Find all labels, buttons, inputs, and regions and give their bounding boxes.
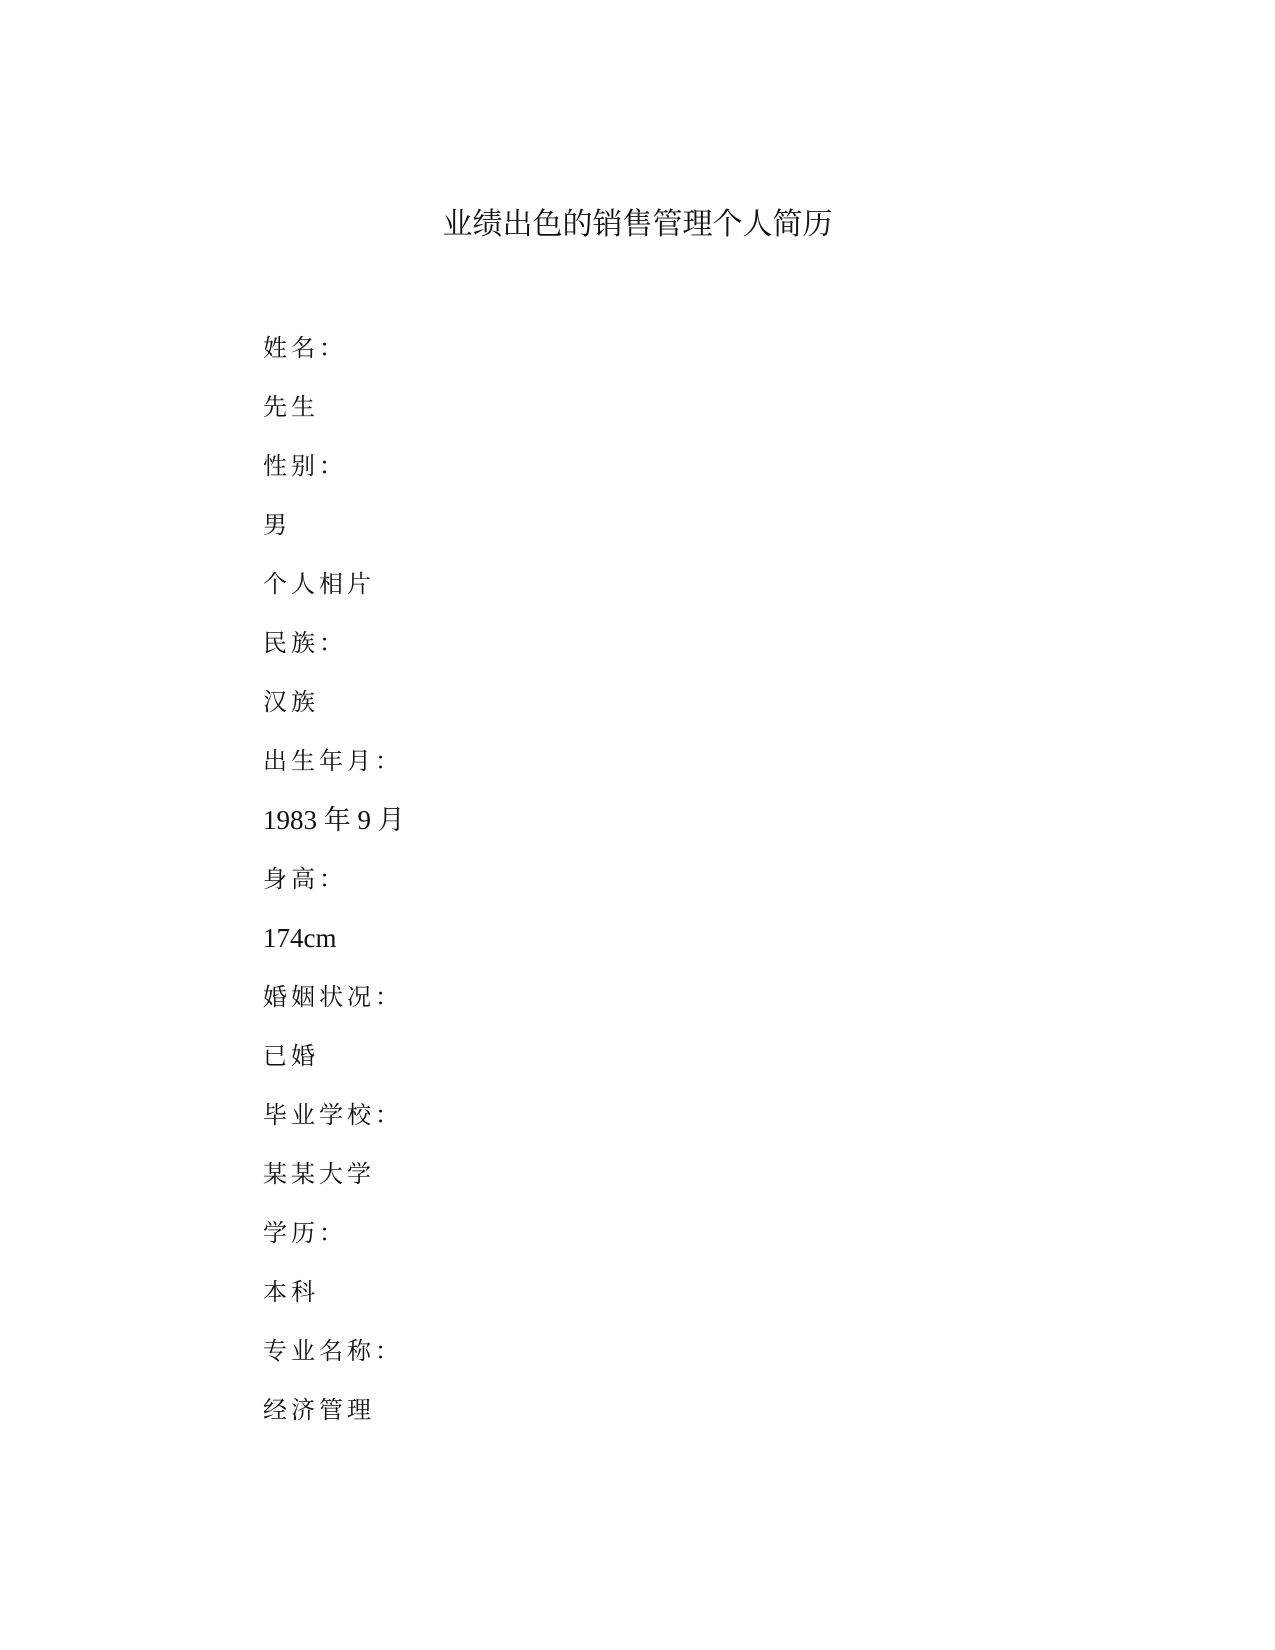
value-marital-status: 已婚 [263, 1042, 319, 1070]
label-marital-status: 婚姻状况： [263, 983, 403, 1011]
value-name: 先生 [263, 393, 319, 421]
label-education: 学历： [263, 1219, 347, 1247]
value-school: 某某大学 [263, 1160, 375, 1188]
document-title: 业绩出色的销售管理个人简历 [442, 207, 833, 242]
value-birth-date: 1983 年 9 月 [263, 805, 405, 835]
value-height: 174cm [263, 923, 337, 953]
label-gender: 性别： [263, 452, 347, 480]
value-education: 本科 [263, 1278, 319, 1306]
label-photo: 个人相片 [263, 570, 375, 598]
label-school: 毕业学校： [263, 1101, 403, 1129]
label-name: 姓名： [263, 334, 347, 362]
resume-field-list [263, 333, 405, 1454]
label-birth-date: 出生年月： [263, 747, 403, 775]
value-gender: 男 [263, 511, 291, 539]
label-ethnicity: 民族： [263, 629, 347, 657]
value-ethnicity: 汉族 [263, 688, 319, 716]
label-major: 专业名称： [263, 1337, 403, 1365]
value-major: 经济管理 [263, 1396, 375, 1424]
label-height: 身高： [263, 865, 347, 893]
